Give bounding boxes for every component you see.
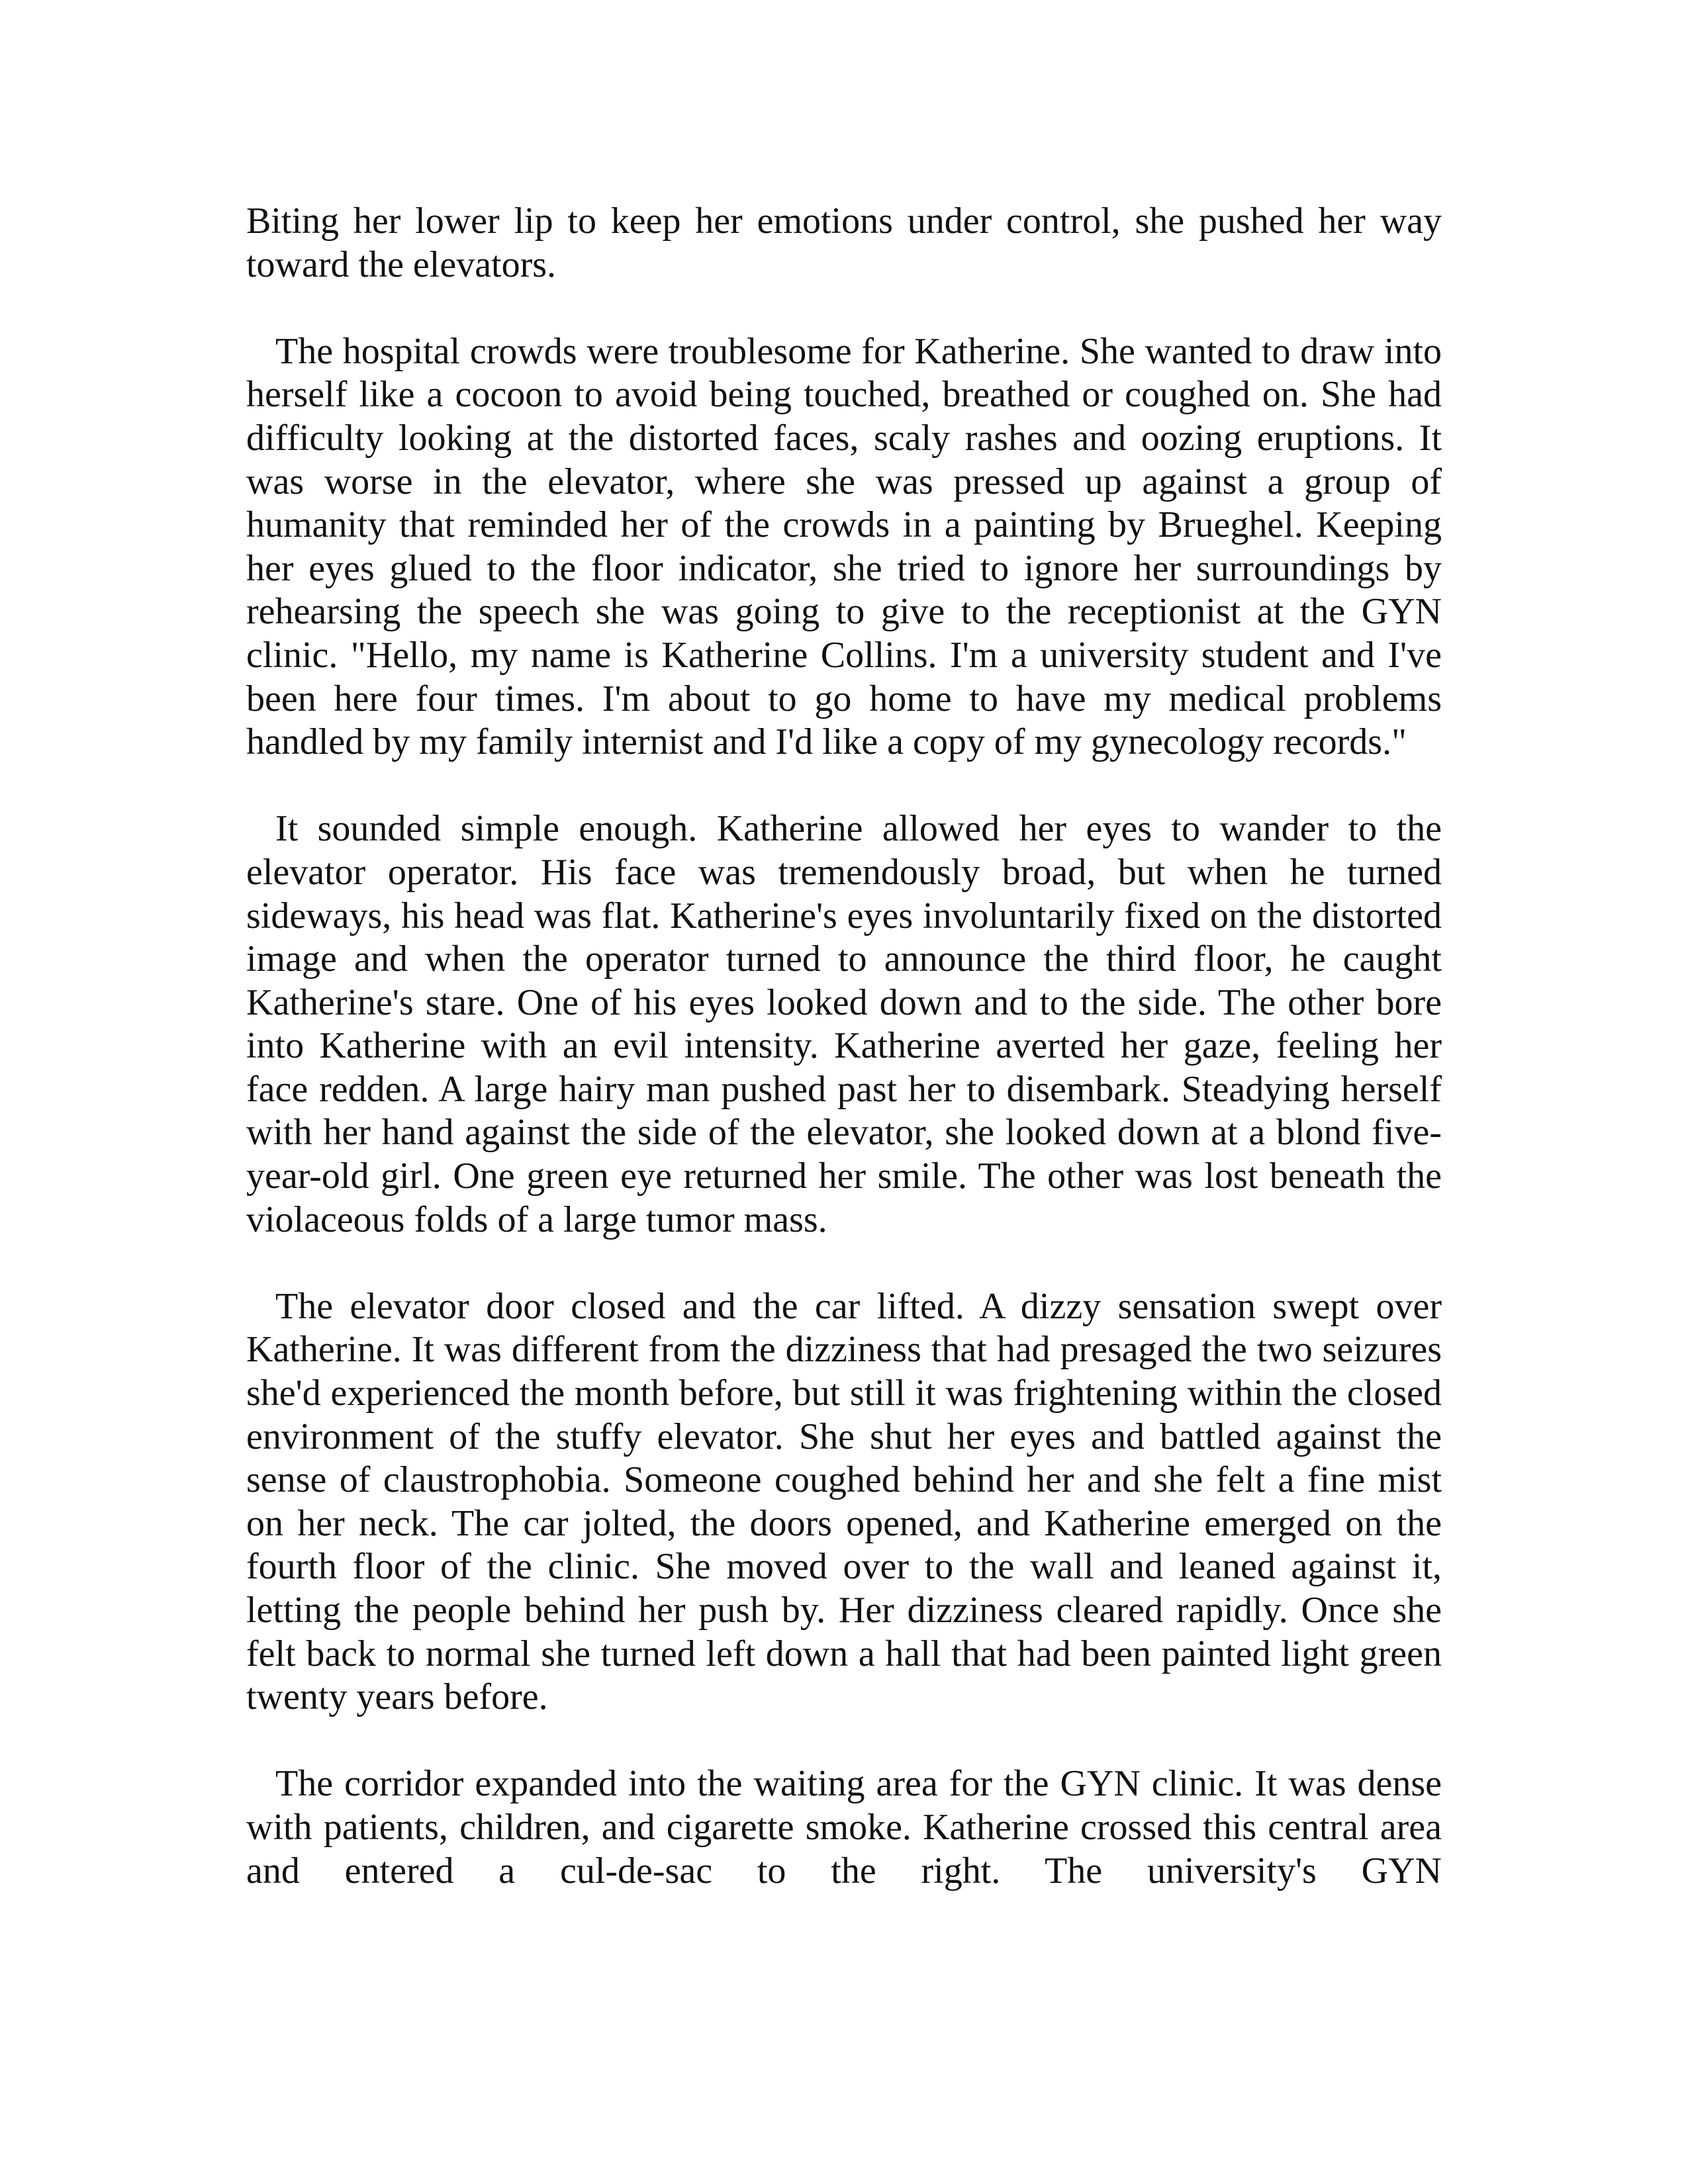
paragraph-3: It sounded simple enough. Katherine allowed her eyes to wander to the elevator operator. His face was tremendously broad, but when he turned sideways, his head was flat. Katherine's eyes involuntarily fixed on the distorted image and when the operator turned to announce the third floor, he caught Katherine's stare. One of his eyes looked down and to the side. The other bore into Katherine with an evil intensity. Katherine averted her gaze, feeling her face redden. A large hairy man pushed past her to disembark. Steadying herself with her hand against the side of the elevator, she looked down at a blond five-year-old girl. One green eye returned her smile. The other was lost beneath the violaceous folds of a large tumor mass. bbox=[246, 808, 1442, 1240]
body-text bbox=[246, 200, 1442, 1936]
paragraph-5: The corridor expanded into the waiting area for the GYN clinic. It was dense with patients, children, and cigarette smoke. Katherine crossed this central area and entered a cul-de-sac to the right. The university's GYN bbox=[246, 1763, 1442, 1891]
paragraph-1: Biting her lower lip to keep her emotions under control, she pushed her way toward the elevators. bbox=[246, 201, 1442, 285]
paragraph-4: The elevator door closed and the car lifted. A dizzy sensation swept over Katherine. It was different from the dizziness that had presaged the two seizures she'd experienced the month before, but still it was frightening within the closed environment of the stuffy elevator. She shut her eyes and battled against the sense of claustrophobia. Someone coughed behind her and she felt a fine mist on her neck. The car jolted, the doors opened, and Katherine emerged on the fourth floor of the clinic. She moved over to the wall and leaned against it, letting the people behind her push by. Her dizziness cleared rapidly. Once she felt back to normal she turned left down a hall that had been painted light green twenty years before. bbox=[246, 1285, 1442, 1718]
paragraph-2: The hospital crowds were troublesome for Katherine. She wanted to draw into herself like a cocoon to avoid being touched, breathed or coughed on. She had difficulty looking at the distorted faces, scaly rashes and oozing eruptions. It was worse in the elevator, where she was pressed up against a group of humanity that reminded her of the crowds in a painting by Brueghel. Keeping her eyes glued to the floor indicator, she tried to ignore her surroundings by rehearsing the speech she was going to give to the receptionist at the GYN clinic. "Hello, my name is Katherine Collins. I'm a university student and I've been here four times. I'm about to go home to have my medical problems handled by my family internist and I'd like a copy of my gynecology records." bbox=[246, 330, 1442, 763]
